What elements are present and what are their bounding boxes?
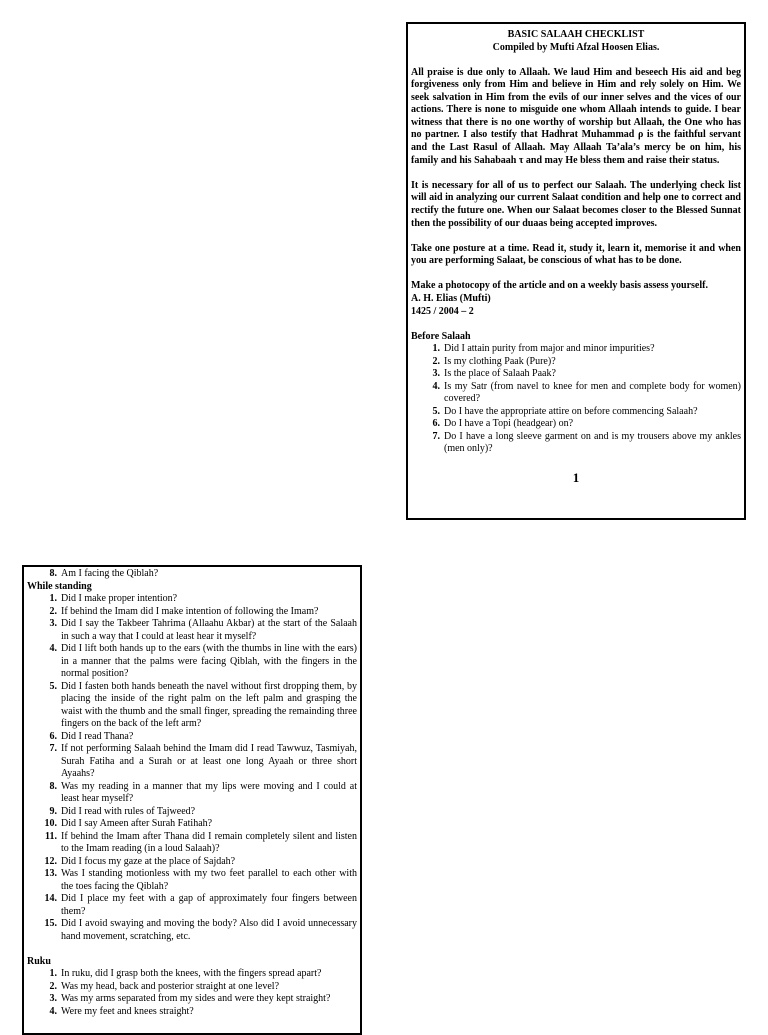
item-text: Do I have a long sleeve garment on and is my trousers above my ankles (men only)? — [444, 430, 741, 455]
item-number: 10. — [44, 818, 57, 830]
item-text: Was my head, back and posterior straight at one level? — [61, 980, 280, 992]
item-number: 3. — [49, 618, 57, 630]
checklist-item — [44, 818, 357, 831]
item-number: 1. — [49, 593, 57, 605]
item-text: Is my clothing Paak (Pure)? — [444, 355, 556, 367]
item-text: If behind the Imam did I make intention of following the Imam? — [61, 605, 319, 617]
page-number: 1 — [572, 469, 580, 485]
item-number: 3. — [432, 368, 440, 380]
item-text: Did I focus my gaze at the place of Sajdah? — [61, 855, 236, 867]
checklist-item — [432, 405, 741, 419]
item-number: 8. — [49, 780, 57, 792]
item-text: Did I place my feet with a gap of approximately four fingers between them? — [61, 893, 357, 917]
item-number: 12. — [44, 855, 57, 867]
checklist-item — [432, 368, 741, 381]
item-number: 1. — [432, 343, 440, 355]
checklist-item — [49, 680, 357, 731]
item-text: Were my feet and knees straight? — [61, 1005, 194, 1017]
item-number: 1. — [49, 968, 57, 980]
intro-paragraph: All praise is due only to Allaah. We laud Him and beseech His aid and beg forgiveness only from Him and believe in Him and rely solely on Him. We seek salvation in Him from the evils of our inner selves and the vices of our actions. There is none to misguide one whom Allaah intends to guide. I bear witness that there is no one worthy of worship but Allaah, the One who has no partner. I also testify that Hadhrat Muhammad ρ is the faithful servant and the Last Rasul of Allaah. May Allaah Ta’ala’s mercy be on him, his family and his Sahabaah τ and may He bless them and raise their status. — [411, 66, 741, 166]
before-salaah-list — [411, 343, 741, 456]
section-heading-before-salaah: Before Salaah — [411, 330, 471, 342]
item-text: Did I read with rules of Tajweed? — [61, 805, 196, 817]
item-text: Was I standing motionless with my two feet parallel to each other with the toes facing the Qiblah? — [61, 868, 357, 892]
checklist-item — [49, 568, 357, 581]
checklist-item — [44, 868, 357, 893]
item-number: 7. — [432, 430, 440, 442]
checklist-item — [45, 830, 357, 856]
item-number: 14. — [44, 893, 57, 905]
ruku-list — [27, 968, 357, 1018]
checklist-item — [432, 418, 741, 431]
item-text: Did I say Ameen after Surah Fatihah? — [61, 818, 213, 830]
item-number: 6. — [432, 418, 440, 430]
intro-paragraph: Take one posture at a time. Read it, study it, learn it, memorise it and when you are performing Salaat, be conscious of what has to be done. — [411, 242, 741, 267]
checklist-item — [49, 605, 357, 619]
checklist-page-1 — [406, 22, 746, 520]
item-number: 11. — [45, 830, 57, 842]
checklist-page-2 — [22, 565, 362, 1035]
checklist-item — [49, 743, 357, 781]
document-title: BASIC SALAAH CHECKLIST — [507, 29, 645, 40]
item-number: 5. — [49, 680, 57, 692]
item-text: Is the place of Salaah Paak? — [444, 368, 556, 380]
date-reference: 1425 / 2004 – 2 — [411, 305, 474, 317]
checklist-item — [44, 918, 357, 943]
item-text: Do I have the appropriate attire on before commencing Salaah? — [444, 405, 698, 417]
item-text: Was my arms separated from my sides and were they kept straight? — [61, 993, 331, 1005]
item-text: Do I have a Topi (headgear) on? — [444, 418, 574, 430]
item-number: 3. — [49, 993, 57, 1005]
checklist-item — [49, 993, 357, 1006]
item-number: 6. — [49, 730, 57, 742]
item-text: Is my Satr (from navel to knee for men and complete body for women) covered? — [444, 380, 741, 405]
item-text: Was my reading in a manner that my lips were moving and I could at least hear myself? — [61, 780, 357, 805]
checklist-item — [49, 968, 357, 981]
checklist-item — [49, 805, 357, 819]
item-number: 2. — [432, 355, 440, 367]
checklist-item — [432, 430, 741, 456]
item-text: Am I facing the Qiblah? — [61, 568, 159, 579]
checklist-item — [44, 855, 357, 869]
checklist-item — [49, 730, 357, 744]
checklist-item — [49, 980, 357, 994]
item-number: 2. — [49, 980, 57, 992]
photocopy-note: Make a photocopy of the article and on a weekly basis assess yourself. — [411, 280, 708, 292]
item-number: 8. — [49, 568, 57, 579]
item-text: Did I lift both hands up to the ears (with the thumbs in line with the ears) in a manner that the palms were facing Qiblah, with the fingers in the normal position? — [61, 643, 357, 680]
checklist-item — [432, 355, 741, 369]
checklist-item — [49, 618, 357, 643]
item-text: Did I make proper intention? — [61, 593, 178, 605]
section-heading-while-standing: While standing — [27, 580, 92, 592]
checklist-item — [432, 380, 741, 406]
item-number: 4. — [49, 1005, 57, 1017]
intro-paragraph: It is necessary for all of us to perfect our Salaah. The underlying check list will aid in analyzing our current Salaat condition and help one to correct and rectify the future one. When our Salaat becomes closer to the Blessed Sunnat then the possibility of our duaas being accepted improves. — [411, 179, 741, 229]
item-text: In ruku, did I grasp both the knees, with the fingers spread apart? — [61, 968, 322, 980]
item-text: Did I fasten both hands beneath the navel without first dropping them, by placing the inside of the right palm on the left palm and grasping the waist with the thumb and the small finger, spreading the remainding three fingers on the back of the left arm? — [61, 680, 357, 730]
item-text: Did I avoid swaying and moving the body? Also did I avoid unnecessary hand movement, scratching, etc. — [61, 918, 357, 942]
checklist-item — [49, 1005, 357, 1019]
item-text: Did I attain purity from major and minor impurities? — [444, 343, 655, 355]
item-text: Did I say the Takbeer Tahrima (Allaahu Akbar) at the start of the Salaah in such a way that I could at least hear it myself? — [61, 618, 357, 642]
checklist-item — [44, 893, 357, 918]
while-standing-list — [27, 593, 357, 943]
item-number: 4. — [49, 643, 57, 655]
checklist-item — [49, 643, 357, 681]
item-number: 15. — [44, 918, 57, 930]
item-text: If behind the Imam after Thana did I remain completely silent and listen to the Imam reading (in a loud Salaah)? — [61, 830, 357, 855]
item-text: If not performing Salaah behind the Imam did I read Tawwuz, Tasmiyah, Surah Fatiha and a Surah or at least one long Ayaah or three short Ayaahs? — [61, 743, 357, 780]
item-text: Did I read Thana? — [61, 730, 134, 742]
item-number: 7. — [49, 743, 57, 755]
section-heading-ruku: Ruku — [27, 955, 51, 967]
item-number: 9. — [49, 805, 57, 817]
before-salaah-list-continued — [27, 568, 357, 581]
checklist-item — [432, 343, 741, 356]
author-signature: A. H. Elias (Mufti) — [411, 292, 491, 304]
item-number: 13. — [44, 868, 57, 880]
item-number: 5. — [432, 405, 440, 417]
item-number: 2. — [49, 605, 57, 617]
checklist-item — [49, 593, 357, 606]
document-subtitle: Compiled by Mufti Afzal Hoosen Elias. — [492, 41, 660, 53]
item-number: 4. — [432, 380, 440, 392]
checklist-item — [49, 780, 357, 806]
